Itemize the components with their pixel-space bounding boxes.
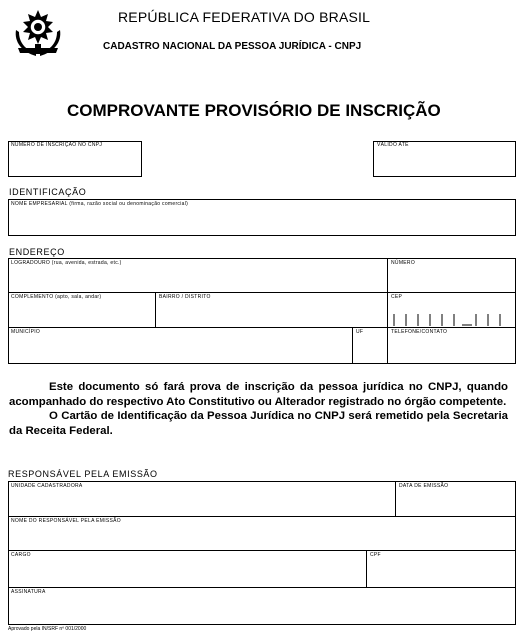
divider xyxy=(8,327,516,328)
nome-empresarial-label: NOME EMPRESARIAL (firma, razão social ou denominação comercial) xyxy=(11,201,189,207)
notice-paragraph-1: Este documento só fará prova de inscrição da pessoa jurídica no CNPJ, quando acompanhado do respectivo Ato Constitutivo ou Alterador registrado no órgão competente. xyxy=(9,381,508,408)
cep-digit-boxes[interactable] xyxy=(392,313,510,327)
endereco-heading: ENDEREÇO xyxy=(9,247,65,257)
responsavel-block xyxy=(8,481,516,625)
notice-text xyxy=(9,380,508,438)
approval-footer: Aprovado pela IN/SRF nº 001/2000 xyxy=(8,626,87,632)
unidade-cadastradora-label: UNIDADE CADASTRADORA xyxy=(11,483,83,489)
assinatura-label: ASSINATURA xyxy=(11,589,46,595)
cep-label: CEP xyxy=(391,294,403,300)
registry-subheading: CADASTRO NACIONAL DA PESSOA JURÍDICA - CNPJ xyxy=(103,41,362,52)
responsavel-heading: RESPONSÁVEL PELA EMISSÃO xyxy=(8,469,158,479)
data-emissao-label: DATA DE EMISSÃO xyxy=(399,483,449,489)
complemento-label: COMPLEMENTO (apto, sala, andar) xyxy=(11,294,102,300)
valido-ate-label: VÁLIDO ATÉ xyxy=(377,142,409,148)
numero-inscricao-label: NÚMERO DE INSCRIÇÃO NO CNPJ xyxy=(11,142,103,148)
divider xyxy=(155,292,156,328)
endereco-block xyxy=(8,258,516,364)
republic-heading: REPÚBLICA FEDERATIVA DO BRASIL xyxy=(118,9,371,25)
logradouro-label: LOGRADOURO (rua, avenida, estrada, etc.) xyxy=(11,260,122,266)
divider xyxy=(395,481,396,517)
nome-responsavel-label: NOME DO RESPONSÁVEL PELA EMISSÃO xyxy=(11,518,121,524)
divider xyxy=(352,327,353,364)
divider xyxy=(366,550,367,588)
municipio-label: MUNICÍPIO xyxy=(11,329,41,335)
identificacao-heading: IDENTIFICAÇÃO xyxy=(9,187,87,197)
uf-label: UF xyxy=(356,329,364,335)
brazil-coat-of-arms-icon xyxy=(10,8,66,60)
notice-paragraph-2: O Cartão de Identificação da Pessoa Jurídica no CNPJ será remetido pela Secretaria da Receita Federal. xyxy=(9,410,508,437)
document-title: COMPROVANTE PROVISÓRIO DE INSCRIÇÃO xyxy=(67,101,441,120)
divider xyxy=(8,516,516,517)
telefone-label: TELEFONE/CONTATO xyxy=(391,329,448,335)
divider xyxy=(8,292,516,293)
cpf-label: CPF xyxy=(370,552,381,558)
divider xyxy=(387,258,388,364)
bairro-label: BAIRRO / DISTRITO xyxy=(159,294,211,300)
cargo-label: CARGO xyxy=(11,552,31,558)
numero-label: NÚMERO xyxy=(391,260,416,266)
divider xyxy=(8,550,516,551)
divider xyxy=(8,587,516,588)
